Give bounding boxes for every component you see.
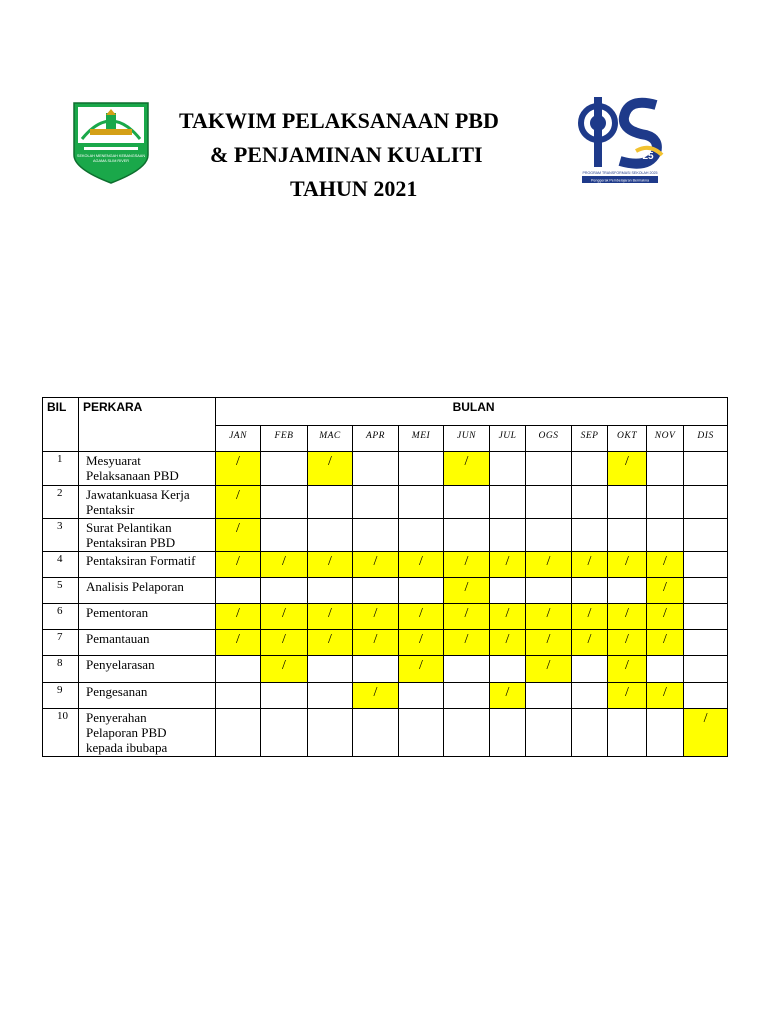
cell-dis: [684, 519, 728, 552]
cell-okt: [608, 486, 647, 519]
month-header-mei: MEI: [399, 426, 444, 452]
cell-mei: [399, 452, 444, 486]
cell-jan: [216, 709, 261, 757]
row-perkara: [79, 486, 216, 519]
cell-jan: /: [216, 630, 261, 656]
takwim-table: [42, 397, 728, 757]
cell-okt: /: [608, 630, 647, 656]
cell-jan: [216, 578, 261, 604]
cell-jun: [444, 519, 490, 552]
cell-apr: [353, 452, 399, 486]
cell-sep: /: [572, 604, 608, 630]
cell-nov: /: [647, 683, 684, 709]
perkara-line: Jawatankuasa Kerja: [86, 487, 190, 502]
cell-jul: [490, 578, 526, 604]
school-crest-icon: [70, 99, 152, 185]
month-header-feb: FEB: [261, 426, 308, 452]
cell-mei: /: [399, 656, 444, 683]
cell-feb: [261, 486, 308, 519]
cell-jan: [216, 683, 261, 709]
cell-dis: [684, 630, 728, 656]
cell-sep: [572, 452, 608, 486]
perkara-line: Pelaksanaan PBD: [86, 468, 179, 483]
cell-nov: [647, 709, 684, 757]
cell-okt: /: [608, 683, 647, 709]
cell-nov: /: [647, 552, 684, 578]
cell-okt: [608, 519, 647, 552]
cell-okt: /: [608, 656, 647, 683]
table-row: [43, 552, 728, 578]
row-perkara: [79, 709, 216, 757]
cell-mac: /: [308, 452, 353, 486]
row-number: 3: [43, 519, 79, 552]
cell-mei: [399, 683, 444, 709]
cell-mei: [399, 486, 444, 519]
row-perkara: [79, 656, 216, 683]
month-header-jun: JUN: [444, 426, 490, 452]
cell-feb: /: [261, 656, 308, 683]
cell-ogs: /: [526, 604, 572, 630]
perkara-line: Penyerahan: [86, 710, 147, 725]
cell-mac: [308, 486, 353, 519]
perkara-line: Surat Pelantikan: [86, 520, 172, 535]
month-header-sep: SEP: [572, 426, 608, 452]
cell-nov: /: [647, 578, 684, 604]
cell-apr: /: [353, 630, 399, 656]
cell-jul: /: [490, 683, 526, 709]
ts25-logo-icon: [576, 93, 664, 185]
row-number: 9: [43, 683, 79, 709]
month-header-mac: MAC: [308, 426, 353, 452]
cell-jul: /: [490, 604, 526, 630]
row-perkara: [79, 452, 216, 486]
cell-jul: [490, 519, 526, 552]
cell-jan: /: [216, 486, 261, 519]
cell-mac: [308, 578, 353, 604]
cell-jun: [444, 656, 490, 683]
cell-jun: [444, 683, 490, 709]
cell-mac: /: [308, 552, 353, 578]
cell-dis: [684, 578, 728, 604]
cell-feb: [261, 519, 308, 552]
cell-jun: [444, 709, 490, 757]
cell-apr: [353, 486, 399, 519]
cell-sep: [572, 486, 608, 519]
month-header-dis: DIS: [684, 426, 728, 452]
row-number: 10: [43, 709, 79, 757]
perkara-line: Analisis Pelaporan: [86, 579, 184, 594]
table-row: [43, 578, 728, 604]
perkara-line: Pentaksiran Formatif: [86, 553, 196, 568]
cell-jan: /: [216, 519, 261, 552]
row-perkara: [79, 630, 216, 656]
perkara-line: Pelaporan PBD: [86, 725, 167, 740]
cell-ogs: [526, 486, 572, 519]
cell-dis: [684, 452, 728, 486]
cell-jun: /: [444, 452, 490, 486]
cell-sep: /: [572, 552, 608, 578]
row-number: 6: [43, 604, 79, 630]
cell-jun: [444, 486, 490, 519]
cell-jan: /: [216, 452, 261, 486]
cell-mei: /: [399, 630, 444, 656]
cell-ogs: /: [526, 656, 572, 683]
cell-dis: [684, 552, 728, 578]
perkara-line: Pentaksir: [86, 502, 135, 517]
row-number: 1: [43, 452, 79, 486]
cell-jun: /: [444, 552, 490, 578]
row-number: 4: [43, 552, 79, 578]
cell-feb: [261, 452, 308, 486]
row-number: 2: [43, 486, 79, 519]
cell-feb: [261, 709, 308, 757]
ts25-caption-1: PROGRAM TRANSFORMASI SEKOLAH 2025: [582, 171, 658, 175]
cell-mei: /: [399, 552, 444, 578]
row-number: 7: [43, 630, 79, 656]
cell-mac: [308, 683, 353, 709]
cell-jul: [490, 656, 526, 683]
row-perkara: [79, 604, 216, 630]
cell-sep: [572, 683, 608, 709]
perkara-line: Penyelarasan: [86, 657, 155, 672]
cell-jun: /: [444, 630, 490, 656]
perkara-line: Pengesanan: [86, 684, 148, 699]
document-title: [170, 104, 560, 206]
perkara-line: Mesyuarat: [86, 453, 141, 468]
month-header-jul: JUL: [490, 426, 526, 452]
cell-okt: [608, 578, 647, 604]
cell-apr: /: [353, 552, 399, 578]
col-bulan-header: BULAN: [216, 398, 728, 426]
cell-mei: [399, 709, 444, 757]
cell-feb: /: [261, 552, 308, 578]
cell-dis: [684, 486, 728, 519]
cell-apr: [353, 656, 399, 683]
table-row: [43, 683, 728, 709]
cell-jan: [216, 656, 261, 683]
cell-apr: [353, 709, 399, 757]
table-row: [43, 452, 728, 486]
cell-jan: /: [216, 552, 261, 578]
cell-ogs: /: [526, 552, 572, 578]
cell-dis: [684, 683, 728, 709]
cell-mac: [308, 709, 353, 757]
cell-okt: [608, 709, 647, 757]
cell-mei: [399, 519, 444, 552]
cell-jul: [490, 452, 526, 486]
cell-okt: /: [608, 552, 647, 578]
cell-ogs: [526, 578, 572, 604]
cell-ogs: [526, 519, 572, 552]
cell-ogs: [526, 452, 572, 486]
cell-mac: /: [308, 630, 353, 656]
cell-feb: [261, 578, 308, 604]
ts25-caption-2: Penggerak Pembelajaran Bermakna: [591, 178, 649, 183]
cell-nov: [647, 656, 684, 683]
table-row: [43, 656, 728, 683]
title-line-3: TAHUN 2021: [290, 176, 418, 201]
table-row: [43, 709, 728, 757]
school-crest-logo: [70, 99, 152, 185]
row-perkara: [79, 519, 216, 552]
ts25-logo: [576, 93, 664, 185]
cell-jun: /: [444, 604, 490, 630]
cell-ogs: [526, 683, 572, 709]
cell-dis: /: [684, 709, 728, 757]
row-number: 5: [43, 578, 79, 604]
crest-caption-1: SEKOLAH MENENGAH KEBANGSAAN: [76, 154, 146, 158]
cell-jul: /: [490, 630, 526, 656]
title-line-1: TAKWIM PELAKSANAAN PBD: [179, 108, 499, 133]
month-header-jan: JAN: [216, 426, 261, 452]
month-header-okt: OKT: [608, 426, 647, 452]
cell-mac: [308, 656, 353, 683]
cell-nov: /: [647, 604, 684, 630]
perkara-line: kepada ibubapa: [86, 740, 168, 755]
cell-apr: /: [353, 683, 399, 709]
cell-dis: [684, 656, 728, 683]
perkara-line: Pementoran: [86, 605, 149, 620]
cell-dis: [684, 604, 728, 630]
cell-feb: /: [261, 604, 308, 630]
cell-jul: [490, 709, 526, 757]
perkara-line: Pentaksiran PBD: [86, 535, 176, 550]
row-perkara: [79, 683, 216, 709]
cell-nov: [647, 486, 684, 519]
cell-okt: /: [608, 452, 647, 486]
cell-ogs: /: [526, 630, 572, 656]
cell-nov: /: [647, 630, 684, 656]
crest-caption-2: AGAMA SLIM RIVER: [92, 159, 130, 163]
cell-apr: [353, 578, 399, 604]
cell-mei: [399, 578, 444, 604]
cell-nov: [647, 452, 684, 486]
cell-okt: /: [608, 604, 647, 630]
row-perkara: [79, 552, 216, 578]
ts25-badge: 25: [642, 151, 654, 162]
row-perkara: [79, 578, 216, 604]
table-row: [43, 486, 728, 519]
cell-nov: [647, 519, 684, 552]
month-header-ogs: OGS: [526, 426, 572, 452]
table-row: [43, 604, 728, 630]
cell-apr: [353, 519, 399, 552]
cell-sep: [572, 519, 608, 552]
title-line-2: & PENJAMINAN KUALITI: [210, 142, 483, 167]
cell-sep: [572, 578, 608, 604]
cell-ogs: [526, 709, 572, 757]
cell-jul: [490, 486, 526, 519]
cell-sep: [572, 709, 608, 757]
cell-jun: /: [444, 578, 490, 604]
cell-sep: /: [572, 630, 608, 656]
table-row: [43, 519, 728, 552]
table-row: [43, 630, 728, 656]
col-perkara-header: PERKARA: [79, 398, 216, 452]
perkara-line: Pemantauan: [86, 631, 150, 646]
row-number: 8: [43, 656, 79, 683]
cell-jan: /: [216, 604, 261, 630]
cell-jul: /: [490, 552, 526, 578]
col-bil-header: BIL: [43, 398, 79, 452]
cell-feb: [261, 683, 308, 709]
month-header-apr: APR: [353, 426, 399, 452]
cell-mei: /: [399, 604, 444, 630]
cell-mac: [308, 519, 353, 552]
cell-feb: /: [261, 630, 308, 656]
cell-apr: /: [353, 604, 399, 630]
cell-sep: [572, 656, 608, 683]
month-header-nov: NOV: [647, 426, 684, 452]
cell-mac: /: [308, 604, 353, 630]
